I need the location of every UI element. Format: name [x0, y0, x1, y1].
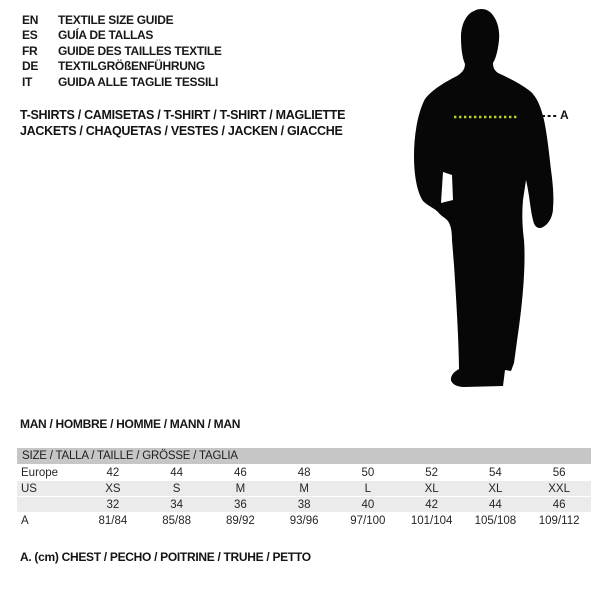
- table-cell: S: [172, 483, 181, 495]
- product-line-jackets: JACKETS / CHAQUETAS / VESTES / JACKEN / GIACCHE: [20, 123, 343, 138]
- chest-footnote: A. (cm) CHEST / PECHO / POITRINE / TRUHE / PETTO: [20, 550, 311, 564]
- table-cell: XXL: [548, 483, 570, 495]
- row-label: Europe: [21, 467, 59, 479]
- guide-title-de: TEXTILGRÖßENFÜHRUNG: [58, 59, 205, 74]
- section-title-man: MAN / HOMBRE / HOMME / MANN / MAN: [20, 417, 241, 431]
- table-cell: 54: [488, 467, 502, 479]
- table-cell: 42: [106, 467, 120, 479]
- guide-title-fr: GUIDE DES TAILLES TEXTILE: [58, 43, 222, 58]
- table-row-us: [17, 481, 591, 497]
- language-code: ES: [22, 28, 38, 43]
- table-row-uk: [17, 497, 591, 513]
- language-row-en: [22, 13, 222, 28]
- table-cell: 40: [361, 499, 375, 511]
- row-label: A: [21, 515, 29, 527]
- language-row-fr: [22, 44, 222, 59]
- guide-title-it: GUIDA ALLE TAGLIE TESSILI: [58, 74, 219, 89]
- table-cell: 48: [297, 467, 311, 479]
- product-category-block: [20, 108, 345, 139]
- size-table-header: SIZE / TALLA / TAILLE / GRÖSSE / TAGLIA: [17, 448, 591, 464]
- table-cell: XL: [488, 483, 503, 495]
- guide-title-en: TEXTILE SIZE GUIDE: [58, 13, 174, 27]
- table-cell: 101/104: [410, 515, 453, 527]
- language-row-de: [22, 59, 222, 74]
- language-row-it: [22, 75, 222, 90]
- language-code: EN: [22, 13, 39, 27]
- table-cell: XL: [424, 483, 439, 495]
- chest-measure-label: A: [560, 108, 569, 122]
- table-cell: 93/96: [289, 515, 319, 527]
- table-cell: 42: [425, 499, 439, 511]
- size-table: [17, 448, 591, 529]
- table-cell: L: [364, 483, 372, 495]
- table-cell: 89/92: [225, 515, 255, 527]
- table-cell: 46: [552, 499, 566, 511]
- table-cell: 44: [170, 467, 184, 479]
- table-cell: 81/84: [98, 515, 128, 527]
- table-cell: M: [299, 483, 309, 495]
- table-cell: 44: [488, 499, 502, 511]
- table-cell: 105/108: [474, 515, 517, 527]
- language-code: FR: [22, 43, 38, 58]
- language-title-block: [22, 13, 222, 90]
- guide-title-es: GUÍA DE TALLAS: [58, 28, 154, 43]
- product-line-tshirts: T-SHIRTS / CAMISETAS / T-SHIRT / T-SHIRT / MAGLIETTE: [20, 108, 346, 122]
- language-row-es: [22, 28, 222, 43]
- language-code: IT: [22, 74, 33, 89]
- table-cell: 32: [106, 499, 120, 511]
- table-row-europe: [17, 465, 591, 481]
- table-row-chest-a: [17, 513, 591, 529]
- row-label: US: [21, 483, 37, 495]
- table-cell: 50: [361, 467, 375, 479]
- table-cell: M: [235, 483, 246, 495]
- table-cell: 34: [170, 499, 184, 511]
- table-cell: 46: [233, 467, 247, 479]
- table-cell: 97/100: [350, 515, 386, 527]
- table-cell: 85/88: [162, 515, 192, 527]
- table-cell: 52: [425, 467, 439, 479]
- language-code: DE: [22, 59, 39, 74]
- table-cell: 38: [297, 499, 311, 511]
- table-cell: XS: [105, 483, 121, 495]
- table-cell: 36: [233, 499, 247, 511]
- table-cell: 56: [552, 467, 566, 479]
- man-silhouette: [414, 9, 553, 387]
- row-label: [17, 497, 81, 513]
- table-cell: 109/112: [538, 515, 580, 527]
